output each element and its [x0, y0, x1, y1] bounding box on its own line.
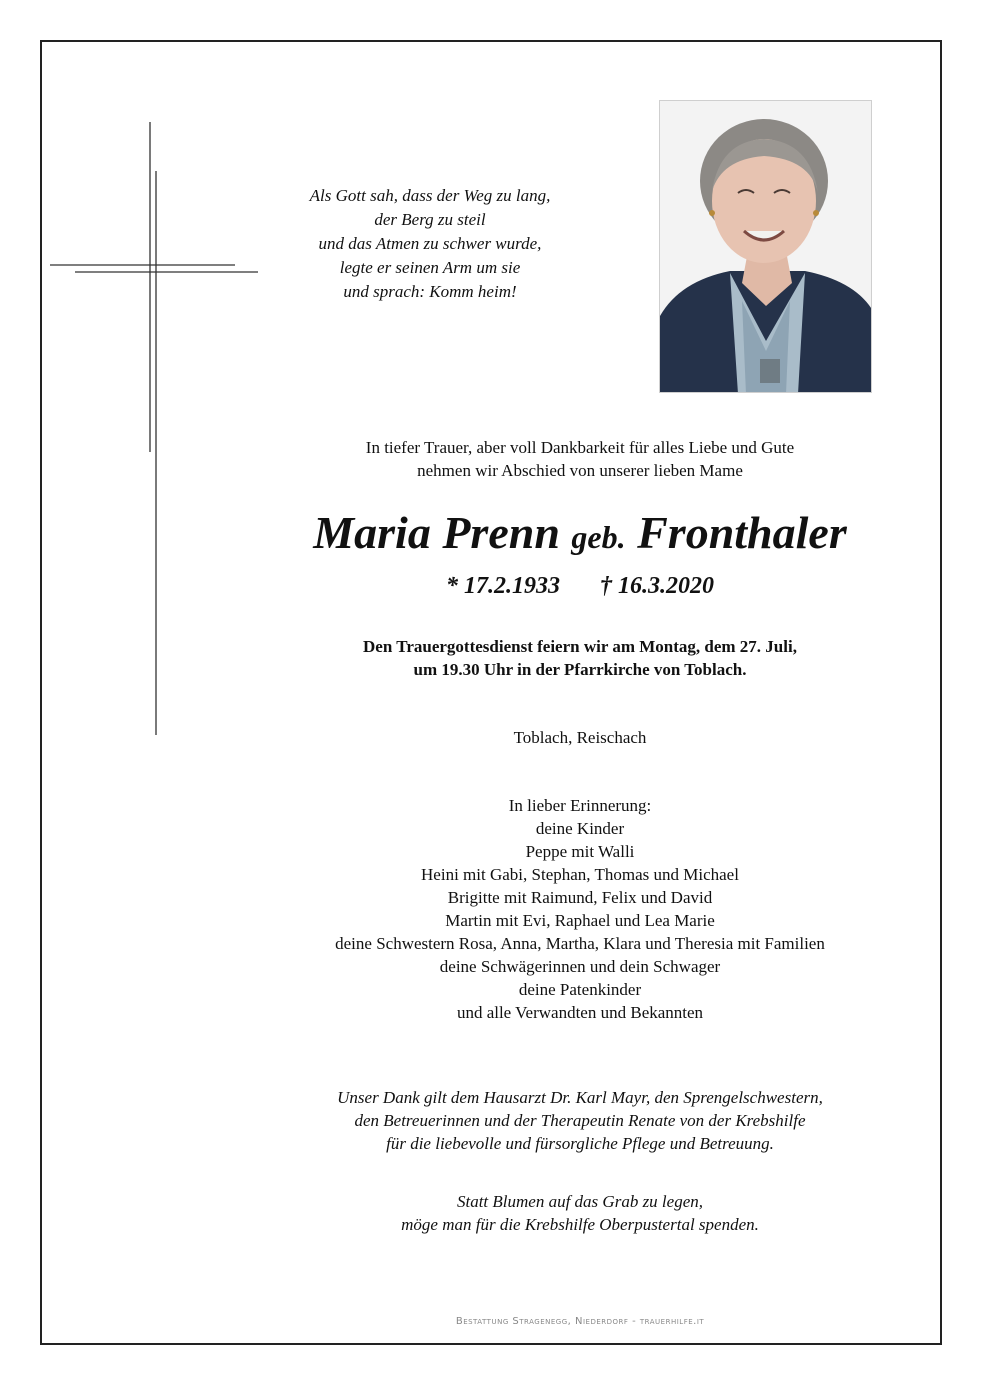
poem-line: Als Gott sah, dass der Weg zu lang,: [309, 186, 551, 205]
footer-credit: Bestattung Stragenegg, Niederdorf - trauerhilfe.it: [455, 1316, 705, 1327]
thanks-line: den Betreuerinnen und der Therapeutin Renate von der Krebshilfe: [354, 1111, 806, 1130]
intro-line: In tiefer Trauer, aber voll Dankbarkeit für alles Liebe und Gute: [365, 438, 795, 457]
mourner-line: deine Patenkinder: [518, 980, 642, 999]
thanks-text: [250, 1086, 910, 1155]
mourner-line: deine Kinder: [535, 819, 625, 838]
mourner-line: Martin mit Evi, Raphael und Lea Marie: [445, 911, 715, 930]
deceased-first-name: Maria Prenn: [313, 507, 560, 558]
poem-line: der Berg zu steil: [374, 210, 486, 229]
mourner-line: Heini mit Gabi, Stephan, Thomas und Michael: [421, 865, 739, 884]
mourner-line: Peppe mit Walli: [525, 842, 635, 861]
maiden-name-prefix: geb.: [571, 519, 626, 555]
portrait-photo: [659, 100, 872, 393]
flowers-line: Statt Blumen auf das Grab zu legen,: [456, 1192, 703, 1211]
service-line: um 19.30 Uhr in der Pfarrkirche von Toblach.: [413, 660, 747, 679]
intro-text: [290, 436, 870, 482]
maiden-name: Fronthaler: [637, 507, 847, 558]
service-line: Den Trauergottesdienst feiern wir am Montag, dem 27. Juli,: [363, 637, 797, 656]
poem-line: und das Atmen zu schwer wurde,: [318, 234, 542, 253]
thanks-line: Unser Dank gilt dem Hausarzt Dr. Karl Mayr, den Sprengelschwestern,: [337, 1088, 823, 1107]
mourner-line: und alle Verwandten und Bekannten: [456, 1003, 704, 1022]
poem-line: legte er seinen Arm um sie: [339, 258, 521, 277]
flowers-request: [280, 1190, 880, 1236]
flowers-line: möge man für die Krebshilfe Oberpustertal spenden.: [401, 1215, 759, 1234]
place-text: Toblach, Reischach: [513, 728, 647, 747]
intro-line: nehmen wir Abschied von unserer lieben Mame: [417, 461, 743, 480]
mourner-line: Brigitte mit Raimund, Felix und David: [447, 888, 713, 907]
life-dates: [290, 570, 870, 602]
death-date: † 16.3.2020: [600, 573, 714, 599]
deceased-name: [240, 503, 920, 567]
mourner-line: deine Schwestern Rosa, Anna, Martha, Klara und Theresia mit Familien: [335, 934, 825, 953]
mourner-line: deine Schwägerinnen und dein Schwager: [439, 957, 721, 976]
poem-line: und sprach: Komm heim!: [343, 282, 517, 301]
mourners-heading: In lieber Erinnerung:: [508, 796, 652, 815]
mourners-list: [260, 794, 900, 1024]
portrait-illustration: [660, 101, 872, 393]
poem: [290, 184, 570, 304]
service-announcement: [280, 635, 880, 681]
birth-date: * 17.2.1933: [446, 573, 560, 599]
thanks-line: für die liebevolle und fürsorgliche Pflege und Betreuung.: [386, 1134, 774, 1153]
